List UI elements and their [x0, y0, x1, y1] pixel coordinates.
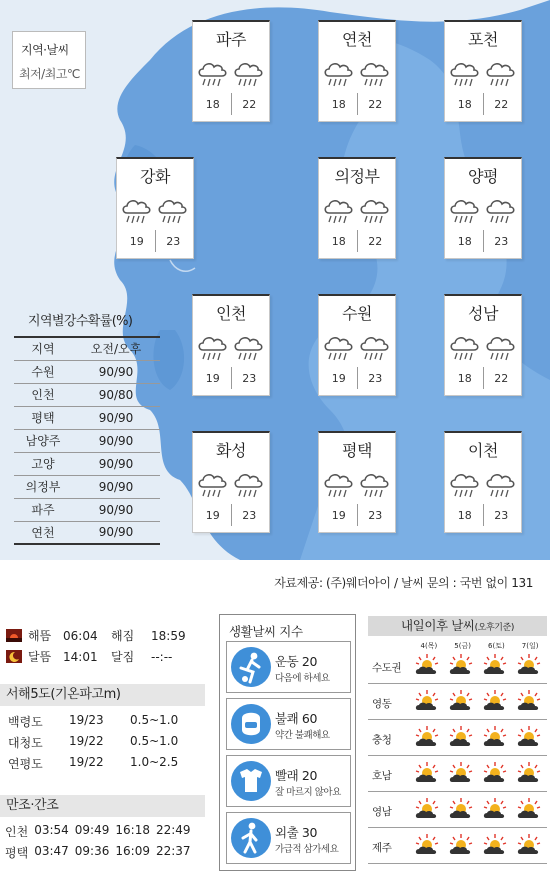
temperature-row: [321, 509, 393, 523]
weather-icons: [447, 470, 519, 498]
moonset-label: 달짐: [111, 650, 135, 664]
partly-cloudy-sun-icon: [512, 653, 546, 677]
city-name: 양평: [468, 167, 498, 186]
waves-title: 서해5도(기온파고m): [0, 684, 205, 706]
city-card: [192, 294, 270, 396]
city-name: 포천: [468, 30, 498, 49]
temperature-row: [447, 98, 519, 112]
moonset-time: --:--: [151, 649, 173, 664]
temperature-row: [119, 235, 191, 249]
max-temp: 22: [494, 372, 509, 385]
city-name: 이천: [468, 441, 498, 460]
wave-row: [8, 734, 200, 751]
tide-time: 09:36: [74, 844, 110, 858]
rain-cloud-icon: [484, 333, 518, 363]
prob-region: 고양: [14, 452, 72, 475]
weather-icons: [119, 196, 191, 224]
max-temp: 23: [494, 235, 509, 248]
rain-cloud-icon: [322, 470, 356, 500]
max-temp: 22: [242, 98, 257, 111]
rain-cloud-icon: [448, 59, 482, 89]
min-temp: 19: [129, 235, 144, 248]
prob-row: [14, 406, 160, 429]
city-card: [116, 157, 194, 259]
forecast-icons: [410, 761, 547, 785]
rain-cloud-icon: [484, 470, 518, 500]
max-temp: 23: [166, 235, 181, 248]
life-index-item: [226, 698, 351, 750]
tide-location: 평택: [5, 846, 29, 860]
max-temp: 22: [368, 235, 383, 248]
forecast-icons: [410, 689, 547, 713]
rain-cloud-icon: [196, 333, 230, 363]
city-name: 강화: [140, 167, 170, 186]
sun-times-row: [6, 627, 186, 644]
prob-region: 연천: [14, 521, 72, 544]
partly-cloudy-sun-icon: [478, 653, 512, 677]
forecast-icons: [410, 833, 547, 857]
wave-location: 연평도: [8, 757, 43, 771]
weather-icons: [447, 59, 519, 87]
moonrise-time: 14:01: [63, 649, 98, 664]
forecast-header: [368, 616, 547, 636]
forecast-day: 5(금): [454, 642, 471, 650]
sunrise-icon: [6, 629, 22, 642]
min-temp: 18: [331, 98, 346, 111]
city-name: 연천: [342, 30, 372, 49]
partly-cloudy-sun-icon: [444, 797, 478, 821]
life-index-item: [226, 812, 351, 864]
prob-value: 90/90: [72, 452, 160, 475]
tide-time: 22:37: [155, 844, 191, 858]
life-weather-index: [219, 614, 356, 871]
prob-value: 90/90: [72, 429, 160, 452]
partly-cloudy-sun-icon: [410, 761, 444, 785]
rain-cloud-icon: [358, 333, 392, 363]
wave-height: 1.0~2.5: [130, 755, 179, 769]
legend-weather-label: 지역·날씨: [21, 43, 69, 57]
weather-icons: [321, 470, 393, 498]
wave-height: 0.5~1.0: [130, 713, 179, 727]
partly-cloudy-sun-icon: [478, 725, 512, 749]
weather-icons: [321, 333, 393, 361]
prob-value: 90/90: [72, 360, 160, 383]
rain-cloud-icon: [156, 196, 190, 226]
life-index-desc: 잘 마르지 않아요: [275, 787, 341, 798]
max-temp: 23: [494, 509, 509, 522]
partly-cloudy-sun-icon: [512, 725, 546, 749]
forecast-icons: [410, 797, 547, 821]
forecast-row: [368, 756, 547, 792]
forecast-day: 7(일): [521, 642, 539, 650]
city-card: [318, 20, 396, 122]
moonrise-icon: [6, 650, 22, 663]
life-index-label: 외출 30: [275, 825, 318, 840]
forecast-region: 영남: [372, 806, 392, 818]
prob-row: [14, 383, 160, 406]
tide-time: 03:54: [34, 823, 69, 837]
partly-cloudy-sun-icon: [478, 689, 512, 713]
prob-value: 90/90: [72, 406, 160, 429]
city-name: 수원: [342, 304, 372, 323]
max-temp: 22: [368, 98, 383, 111]
partly-cloudy-sun-icon: [444, 761, 478, 785]
data-source-credit: 자료제공: (주)웨더아이 / 날씨 문의 : 국번 없이 131: [274, 576, 533, 590]
min-temp: 18: [457, 509, 472, 522]
rain-probability-table: [14, 310, 160, 545]
wave-location: 백령도: [8, 715, 43, 729]
wave-temp: 19/23: [69, 713, 104, 727]
temperature-row: [321, 98, 393, 112]
partly-cloudy-sun-icon: [410, 833, 444, 857]
city-card: [192, 20, 270, 122]
moon-times-row: [6, 648, 172, 665]
city-name: 의정부: [334, 167, 380, 186]
rain-cloud-icon: [232, 59, 266, 89]
weather-icons: [447, 333, 519, 361]
sunset-label: 해짐: [111, 629, 135, 643]
city-card: [318, 157, 396, 259]
forecast-region: 충청: [372, 734, 392, 746]
tide-time: 03:47: [34, 844, 69, 858]
rain-cloud-icon: [484, 59, 518, 89]
rain-cloud-icon: [358, 196, 392, 226]
prob-region: 수원: [14, 360, 72, 383]
city-card: [444, 431, 522, 533]
partly-cloudy-sun-icon: [512, 833, 546, 857]
wave-row: [8, 713, 200, 730]
prob-value: 90/80: [72, 383, 160, 406]
map-legend: [12, 31, 86, 89]
min-temp: 19: [205, 509, 220, 522]
outing-icon: [230, 817, 272, 859]
forecast-region: 영동: [372, 698, 392, 710]
temperature-row: [447, 235, 519, 249]
weather-icons: [447, 196, 519, 224]
sunrise-label: 해뜸: [28, 629, 52, 643]
partly-cloudy-sun-icon: [478, 833, 512, 857]
rain-cloud-icon: [120, 196, 154, 226]
rain-cloud-icon: [322, 333, 356, 363]
forecast-row: [368, 648, 547, 684]
temperature-row: [195, 98, 267, 112]
rain-cloud-icon: [322, 196, 356, 226]
forecast-region: 수도권: [372, 662, 402, 674]
forecast-title: 내일이후 날씨: [400, 618, 475, 633]
temperature-row: [195, 372, 267, 386]
forecast-row: [368, 720, 547, 756]
weather-icons: [321, 196, 393, 224]
city-name: 화성: [216, 441, 246, 460]
partly-cloudy-sun-icon: [410, 689, 444, 713]
rain-cloud-icon: [232, 470, 266, 500]
city-card: [444, 294, 522, 396]
life-index-item: [226, 755, 351, 807]
city-card: [444, 157, 522, 259]
min-temp: 18: [331, 235, 346, 248]
min-temp: 19: [205, 372, 220, 385]
partly-cloudy-sun-icon: [444, 833, 478, 857]
city-name: 인천: [216, 304, 246, 323]
prob-value: 90/90: [72, 498, 160, 521]
tide-time: 16:18: [115, 823, 150, 837]
prob-row: [14, 360, 160, 383]
prob-header-value: 오전/오후: [72, 337, 160, 360]
partly-cloudy-sun-icon: [512, 797, 546, 821]
max-temp: 23: [368, 372, 383, 385]
max-temp: 23: [368, 509, 383, 522]
partly-cloudy-sun-icon: [478, 797, 512, 821]
exercise-icon: [230, 646, 272, 688]
prob-value: 90/90: [72, 521, 160, 544]
prob-row: [14, 429, 160, 452]
prob-value: 90/90: [72, 475, 160, 498]
tide-time: 22:49: [155, 823, 191, 837]
min-temp: 18: [205, 98, 220, 111]
life-index-desc: 가급적 삼가세요: [275, 844, 339, 855]
life-index-label: 빨래 20: [275, 768, 318, 783]
prob-region: 파주: [14, 498, 72, 521]
weather-icons: [195, 470, 267, 498]
rain-cloud-icon: [448, 196, 482, 226]
tide-time: 09:49: [74, 823, 110, 837]
discomfort-icon: [230, 703, 272, 745]
wave-location: 대청도: [8, 736, 43, 750]
life-index-desc: 다음에 하세요: [275, 673, 330, 684]
max-temp: 22: [494, 98, 509, 111]
forecast-icons: [410, 725, 547, 749]
prob-row: [14, 498, 160, 521]
rain-cloud-icon: [448, 333, 482, 363]
weather-icons: [195, 333, 267, 361]
prob-row: [14, 452, 160, 475]
partly-cloudy-sun-icon: [512, 689, 546, 713]
wave-height: 0.5~1.0: [130, 734, 179, 748]
tides-title: 만조·간조: [0, 795, 205, 817]
moonrise-label: 달뜸: [28, 650, 52, 664]
prob-row: [14, 521, 160, 544]
max-temp: 23: [242, 372, 257, 385]
prob-row: [14, 475, 160, 498]
temperature-row: [447, 372, 519, 386]
sunset-time: 18:59: [151, 628, 186, 643]
sunrise-time: 06:04: [63, 628, 98, 643]
legend-temp-label: 최저/최고℃: [19, 67, 80, 81]
city-card: [318, 294, 396, 396]
life-index-desc: 약간 불쾌해요: [275, 730, 330, 741]
partly-cloudy-sun-icon: [410, 653, 444, 677]
prob-region: 인천: [14, 383, 72, 406]
life-index-item: [226, 641, 351, 693]
min-temp: 18: [457, 372, 472, 385]
partly-cloudy-sun-icon: [444, 653, 478, 677]
forecast-row: [368, 828, 547, 864]
forecast-day: 6(토): [488, 642, 505, 650]
rain-cloud-icon: [232, 333, 266, 363]
partly-cloudy-sun-icon: [444, 725, 478, 749]
city-name: 성남: [468, 304, 498, 323]
rain-cloud-icon: [448, 470, 482, 500]
forecast-region: 제주: [372, 842, 392, 854]
prob-region: 의정부: [14, 475, 72, 498]
city-card: [318, 431, 396, 533]
forecast-region: 호남: [372, 770, 392, 782]
partly-cloudy-sun-icon: [410, 797, 444, 821]
wave-temp: 19/22: [69, 734, 104, 748]
tide-row: [5, 823, 197, 840]
wave-temp: 19/22: [69, 755, 104, 769]
tide-location: 인천: [5, 825, 29, 839]
rain-cloud-icon: [358, 470, 392, 500]
partly-cloudy-sun-icon: [410, 725, 444, 749]
temperature-row: [321, 372, 393, 386]
forecast-row: [368, 684, 547, 720]
weather-icons: [321, 59, 393, 87]
partly-cloudy-sun-icon: [444, 689, 478, 713]
rain-probability-title: 지역별강수확률(%): [28, 314, 133, 329]
forecast-row: [368, 792, 547, 828]
rain-cloud-icon: [196, 59, 230, 89]
prob-header-region: 지역: [14, 337, 72, 360]
rain-cloud-icon: [484, 196, 518, 226]
rain-cloud-icon: [358, 59, 392, 89]
weather-icons: [195, 59, 267, 87]
city-name: 파주: [216, 30, 246, 49]
min-temp: 18: [457, 98, 472, 111]
forecast-subtitle: (오후기준): [474, 623, 515, 633]
city-name: 평택: [342, 441, 372, 460]
partly-cloudy-sun-icon: [512, 761, 546, 785]
rain-cloud-icon: [322, 59, 356, 89]
tide-time: 16:09: [115, 844, 150, 858]
min-temp: 19: [331, 509, 346, 522]
forecast-day: 4(목): [420, 642, 438, 650]
partly-cloudy-sun-icon: [478, 761, 512, 785]
city-card: [192, 431, 270, 533]
life-index-title: 생활날씨 지수: [229, 624, 303, 639]
forecast-icons: [410, 653, 547, 677]
rain-cloud-icon: [196, 470, 230, 500]
prob-region: 평택: [14, 406, 72, 429]
min-temp: 19: [331, 372, 346, 385]
temperature-row: [321, 235, 393, 249]
city-card: [444, 20, 522, 122]
temperature-row: [447, 509, 519, 523]
temperature-row: [195, 509, 267, 523]
wave-row: [8, 755, 200, 772]
min-temp: 18: [457, 235, 472, 248]
max-temp: 23: [242, 509, 257, 522]
laundry-icon: [230, 760, 272, 802]
prob-region: 남양주: [14, 429, 72, 452]
tide-row: [5, 844, 197, 861]
life-index-label: 불쾌 60: [275, 711, 318, 726]
rain-probability-grid: [14, 336, 160, 545]
life-index-label: 운동 20: [275, 654, 318, 669]
